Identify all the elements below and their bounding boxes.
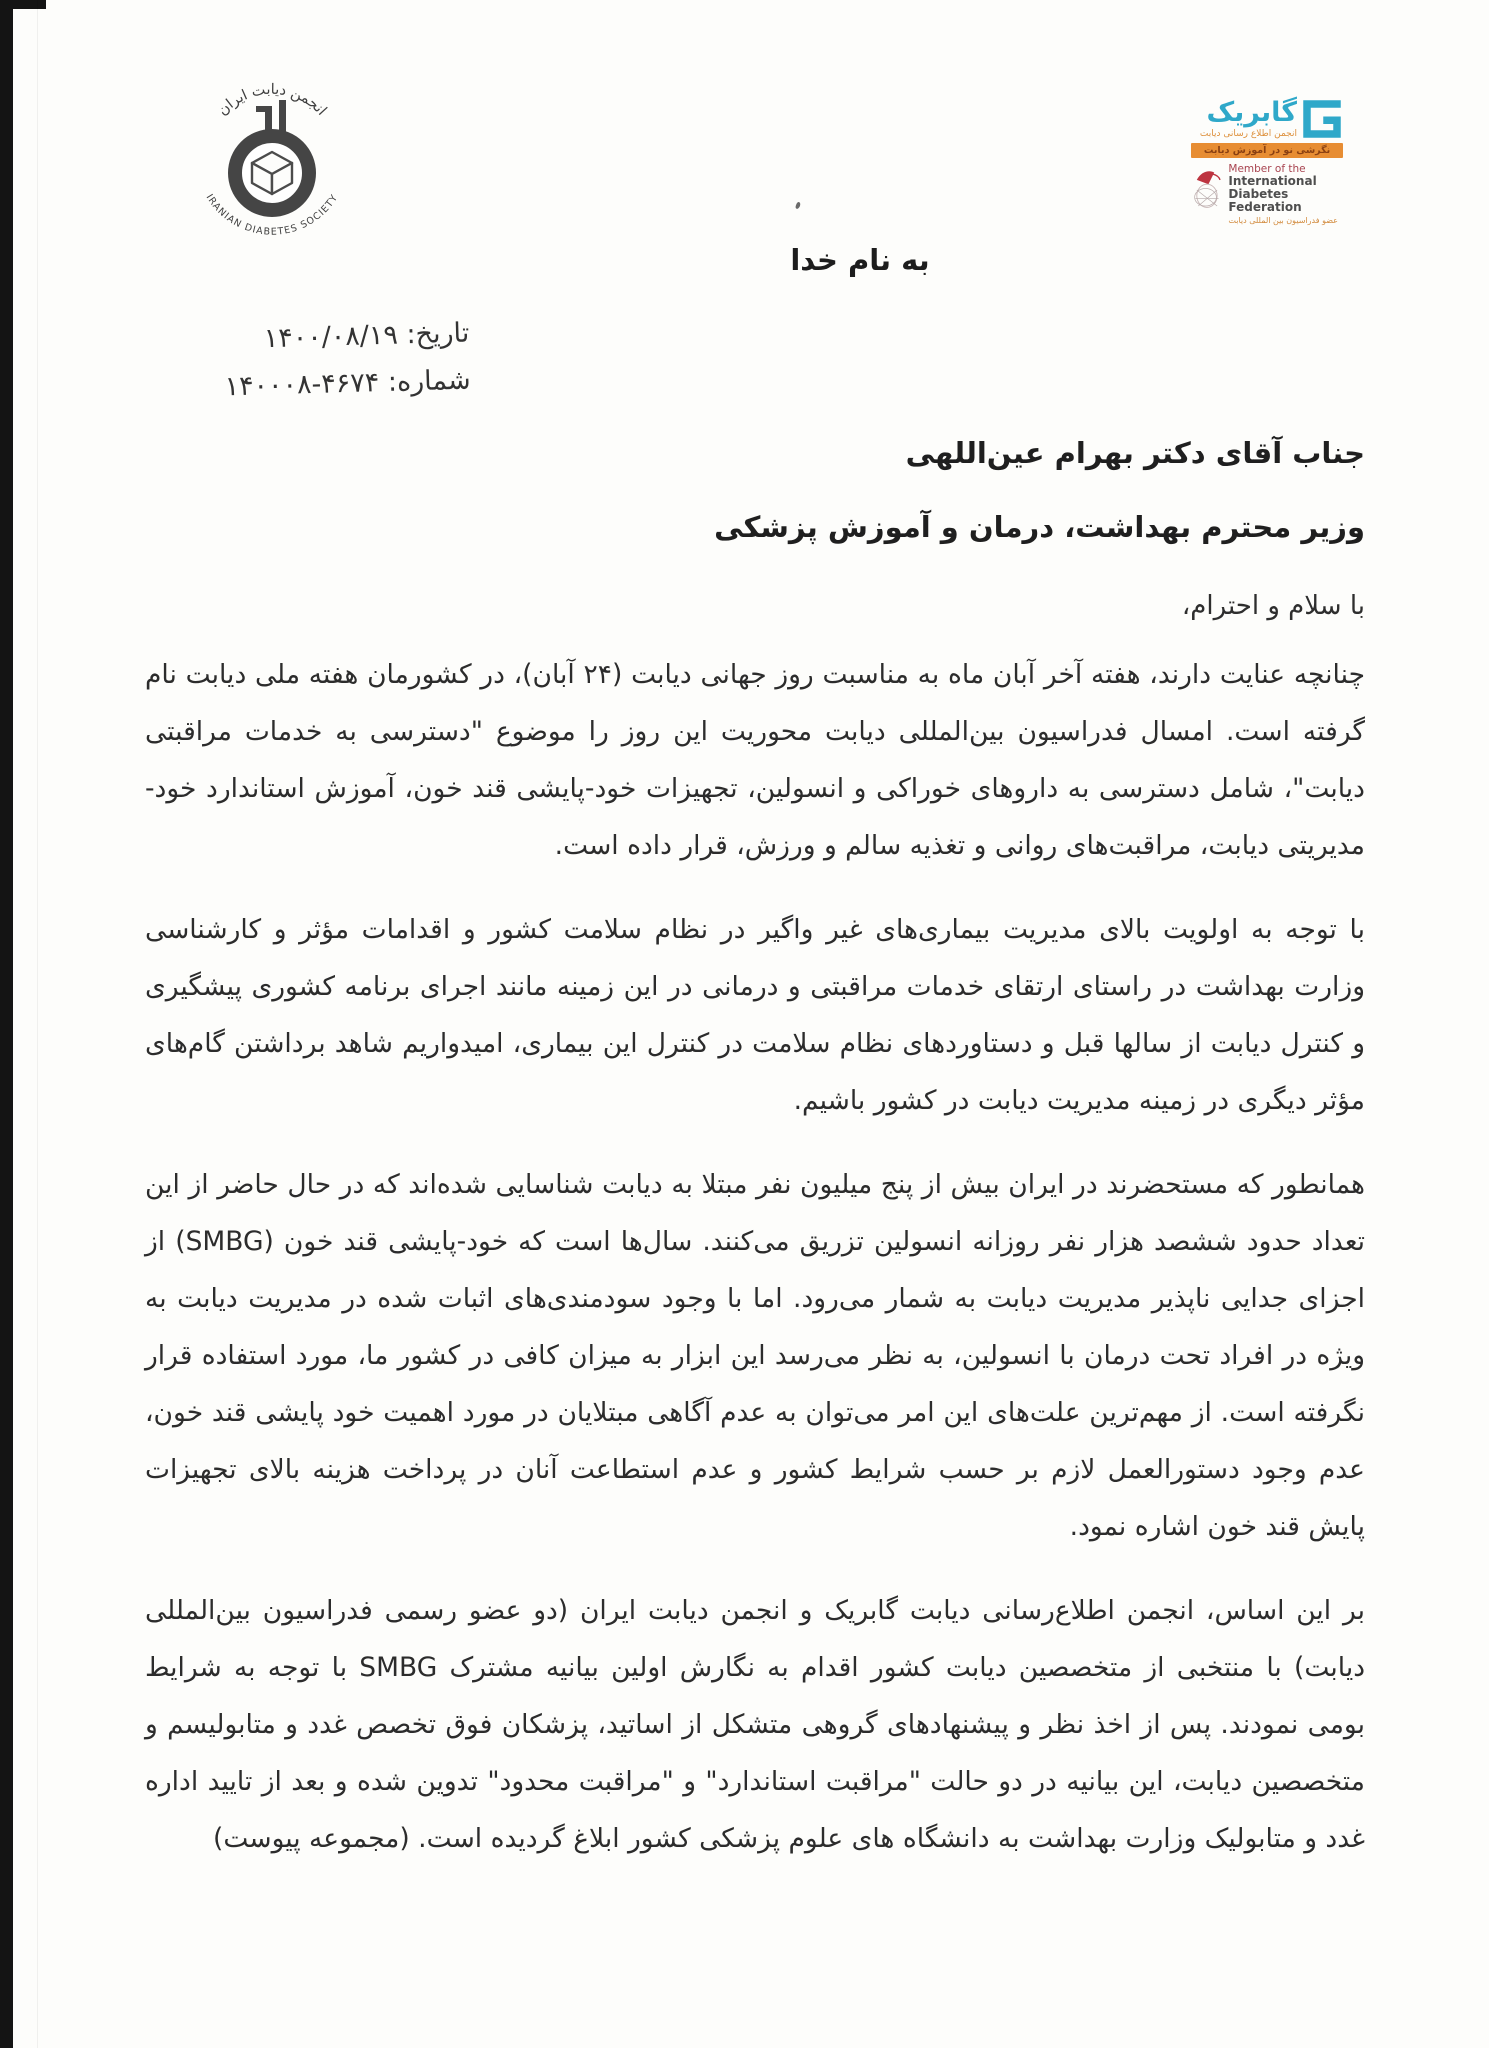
date-label: تاریخ: (406, 317, 470, 351)
scan-edge-artifact-top (0, 0, 46, 9)
bismillah-heading: به نام خدا (790, 243, 930, 277)
iranian-diabetes-society-logo (182, 60, 362, 255)
idf-text-block (1228, 163, 1343, 225)
idf-bird-icon (1191, 163, 1224, 217)
ids-handle-letters (256, 100, 286, 132)
gabric-banner: نگرشی نو در آموزش دیابت (1191, 143, 1343, 158)
gabric-g-icon (1301, 99, 1343, 139)
gabric-brand-name: گابریک (1206, 97, 1297, 128)
page-edge-shadow (37, 0, 38, 2048)
ids-arc-top-text: انجمن دیابت ایران (214, 81, 330, 119)
number-row (150, 357, 471, 413)
addressee-title: وزیر محترم بهداشت، درمان و آموزش پزشکی (714, 510, 1365, 544)
paragraph-2: با توجه به اولویت بالای مدیریت بیماری‌های غیر واگیر در نظام سلامت کشور و اقدامات مؤثر و کارشناسی وزارت بهداشت در راستای ارتقای خدمات مراقبتی و درمانی در این زمینه مانند اجرای برنامه کشوری پیشگیری و کنترل دیابت از سالها قبل و دستاوردهای نظام سلامت در کنترل این بیماری، امیدواریم شاهد برداشتن گام‌های مؤثر دیگری در زمینه مدیریت دیابت در کشور باشیم. (145, 914, 1365, 1116)
paragraph-3: همانطور که مستحضرند در ایران بیش از پنج میلیون نفر مبتلا به دیابت شناسایی شده‌اند که در حال حاضر از این تعداد حدود ششصد هزار نفر روزانه انسولین تزریق می‌کنند. سال‌ها است که خود-پایشی قند خون (SMBG) از اجزای جدایی ناپذیر مدیریت دیابت به شمار می‌رود. اما با وجود سودمندی‌های اثبات شده در مدیریت دیابت به ویژه در افراد تحت درمان با انسولین، به نظر می‌رسد این ابزار به میزان کافی در کشور ما، مورد استفاده قرار نگرفته است. از مهم‌ترین علت‌های این امر می‌توان به عدم آگاهی مبتلایان در مورد اهمیت خود پایشی قند خون، عدم وجود دستورالعمل لازم بر حسب شرایط کشور و عدم استطاعت آنان در پرداخت هزینه بالای تجهیزات پایش قند خون اشاره نمود. (145, 1169, 1365, 1542)
letter-body (145, 646, 1365, 1894)
number-label: شماره: (387, 364, 472, 398)
idf-membership (1191, 163, 1343, 225)
paragraph-1: چنانچه عنایت دارند، هفته آخر آبان ماه به مناسبت روز جهانی دیابت (۲۴ آبان)، در کشورمان هفته ملی دیابت نام گرفته است. امسال فدراسیون بین‌المللی دیابت محوریت این روز را موضوع "دسترسی به خدمات مراقبتی دیابت"، شامل دسترسی به داروهای خوراکی و انسولین، تجهیزات خود-پایشی قند خون، آموزش استاندارد خود-مدیریتی دیابت، مراقبت‌های روانی و تغذیه سالم و ورزش، قرار داده است. (145, 659, 1365, 861)
addressee-name: جناب آقای دکتر بهرام عین‌اللهی (905, 436, 1365, 470)
paragraph-4: بر این اساس، انجمن اطلاع‌رسانی دیابت گابریک و انجمن دیابت ایران (دو عضو رسمی فدراسیون بین‌المللی دیابت) با منتخبی از متخصصین دیابت کشور اقدام به نگارش اولین بیانیه مشترک SMBG با توجه به شرایط بومی نمودند. پس از اخذ نظر و پیشنهادهای گروهی متشکل از اساتید، پزشکان فوق تخصص غدد و متابولیسم و متخصصین دیابت، این بیانیه در دو حالت "مراقبت استاندارد" و "مراقبت محدود" تدوین شده و بعد از تایید اداره غدد و متابولیک وزارت بهداشت به دانشگاه های علوم پزشکی کشور ابلاغ گردیده است. (مجموعه پیوست) (145, 1595, 1366, 1854)
gabric-brand-row (1191, 99, 1343, 139)
idf-persian-line: عضو فدراسیون بین المللی دیابت (1228, 216, 1338, 225)
gabric-subtitle: انجمن اطلاع رسانی دیابت (1199, 129, 1297, 139)
date-value: ۱۴۰۰/۰۸/۱۹ (263, 319, 399, 355)
ids-arc-bottom-text: IRANIAN DIABETES SOCIETY (203, 192, 341, 238)
gabric-brand-wrap (1200, 99, 1297, 139)
addressee-block (145, 434, 1365, 546)
scan-edge-artifact (0, 0, 13, 2048)
idf-member-line: Member of the (1228, 163, 1306, 175)
scan-speck (795, 202, 801, 210)
idf-federation-line: Diabetes Federation (1228, 187, 1302, 214)
salutation: با سلام و احترام، (1181, 591, 1365, 621)
number-value: ۱۴۰۰۰۸-۴۶۷۴ (224, 367, 380, 403)
date-number-block (149, 310, 471, 413)
idf-international-line: International (1228, 174, 1317, 188)
gabric-logo (1191, 99, 1343, 225)
